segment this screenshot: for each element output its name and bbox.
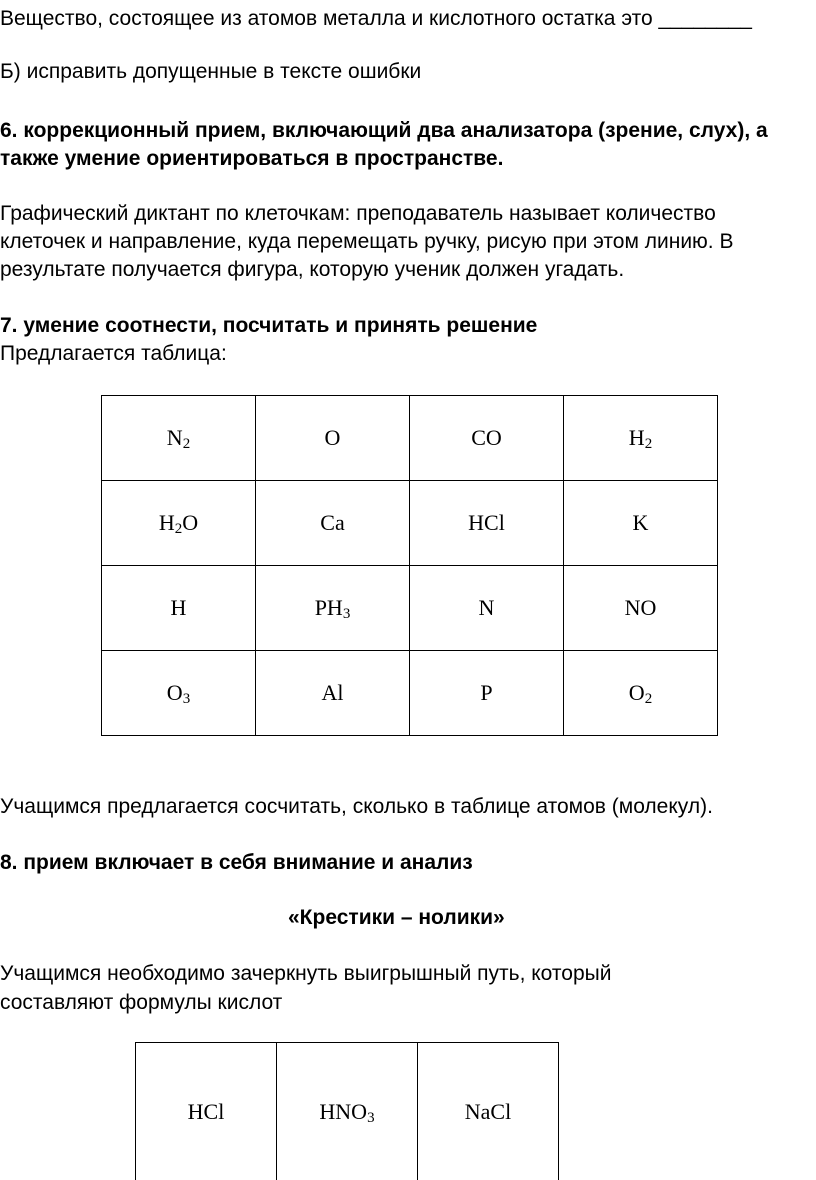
- formula-base: O: [629, 680, 645, 705]
- formula-subscript: 2: [645, 436, 653, 452]
- question-line: Вещество, состоящее из атомов металла и кислотного остатка это ________: [0, 4, 752, 33]
- paragraph-dictation-line2: клеточек и направление, куда перемещать ручку, рисую при этом линию. В: [0, 227, 733, 256]
- formula-table-cell: [564, 566, 718, 651]
- formula-base: HNO: [319, 1099, 367, 1124]
- count-instruction: Учащимся предлагается сосчитать, сколько в таблице атомов (молекул).: [0, 792, 713, 821]
- heading-7: 7. умение соотнести, посчитать и принять решение: [0, 311, 537, 340]
- formula-base: O: [325, 425, 341, 450]
- formula-subscript: 2: [645, 691, 653, 707]
- formula-base: PH: [315, 595, 343, 620]
- formula-base: NaCl: [465, 1099, 511, 1124]
- formula-table-row: [102, 396, 718, 481]
- task-b-line: Б) исправить допущенные в тексте ошибки: [0, 57, 421, 86]
- formula-table-cell: [410, 396, 564, 481]
- heading-6-line1: 6. коррекционный прием, включающий два анализатора (зрение, слух), а: [0, 116, 768, 145]
- formula-table-cell: [256, 651, 410, 736]
- formula-base: H: [159, 510, 175, 535]
- formula-subscript: 3: [367, 1110, 375, 1126]
- formula-table-cell: [564, 396, 718, 481]
- formula-base: CO: [471, 425, 502, 450]
- formula-table-row: [102, 566, 718, 651]
- formula-table-cell: [102, 651, 256, 736]
- formula-base: NO: [625, 595, 657, 620]
- formula-tail: O: [182, 510, 198, 535]
- formula-table-cell: [102, 481, 256, 566]
- formula-base: HCl: [468, 510, 505, 535]
- table-intro: Предлагается таблица:: [0, 339, 227, 368]
- tic-tac-toe-row: [136, 1043, 559, 1180]
- formula-base: Ca: [320, 510, 344, 535]
- formula-base: H: [629, 425, 645, 450]
- formula-subscript: 3: [343, 606, 351, 622]
- formula-table-cell: [564, 651, 718, 736]
- formula-table-row: [102, 651, 718, 736]
- heading-8: 8. прием включает в себя внимание и анализ: [0, 848, 473, 877]
- formula-table-cell: [256, 566, 410, 651]
- formula-base: N: [479, 595, 495, 620]
- formula-table-cell: [102, 396, 256, 481]
- formula-subscript: 2: [183, 436, 191, 452]
- tic-tac-toe-cell: [418, 1043, 559, 1180]
- tic-tac-toe-table: [135, 1042, 559, 1180]
- game-title: «Крестики – нолики»: [288, 903, 505, 932]
- tic-tac-toe-cell: [277, 1043, 418, 1180]
- tic-tac-toe-cell: [136, 1043, 277, 1180]
- formula-base: N: [167, 425, 183, 450]
- acid-instruction-line2: составляют формулы кислот: [0, 988, 282, 1017]
- formula-table-cell: [102, 566, 256, 651]
- formula-table-cell: [256, 481, 410, 566]
- formula-table-cell: [410, 566, 564, 651]
- formula-table-row: [102, 481, 718, 566]
- formula-table-cell: [564, 481, 718, 566]
- paragraph-dictation-line1: Графический диктант по клеточкам: преподаватель называет количество: [0, 199, 716, 228]
- formula-base: O: [167, 680, 183, 705]
- formula-table-cell: [410, 651, 564, 736]
- formula-subscript: 2: [175, 521, 183, 537]
- acid-instruction-line1: Учащимся необходимо зачеркнуть выигрышный путь, который: [0, 959, 611, 988]
- formula-base: HCl: [188, 1099, 225, 1124]
- paragraph-dictation-line3: результате получается фигура, которую ученик должен угадать.: [0, 255, 624, 284]
- heading-6-line2: также умение ориентироваться в пространстве.: [0, 144, 503, 173]
- formula-table-cell: [256, 396, 410, 481]
- formula-table-cell: [410, 481, 564, 566]
- formula-base: H: [171, 595, 187, 620]
- formula-table: [101, 395, 718, 736]
- formula-base: P: [480, 680, 492, 705]
- formula-subscript: 3: [183, 691, 191, 707]
- formula-base: K: [633, 510, 649, 535]
- formula-base: Al: [322, 680, 344, 705]
